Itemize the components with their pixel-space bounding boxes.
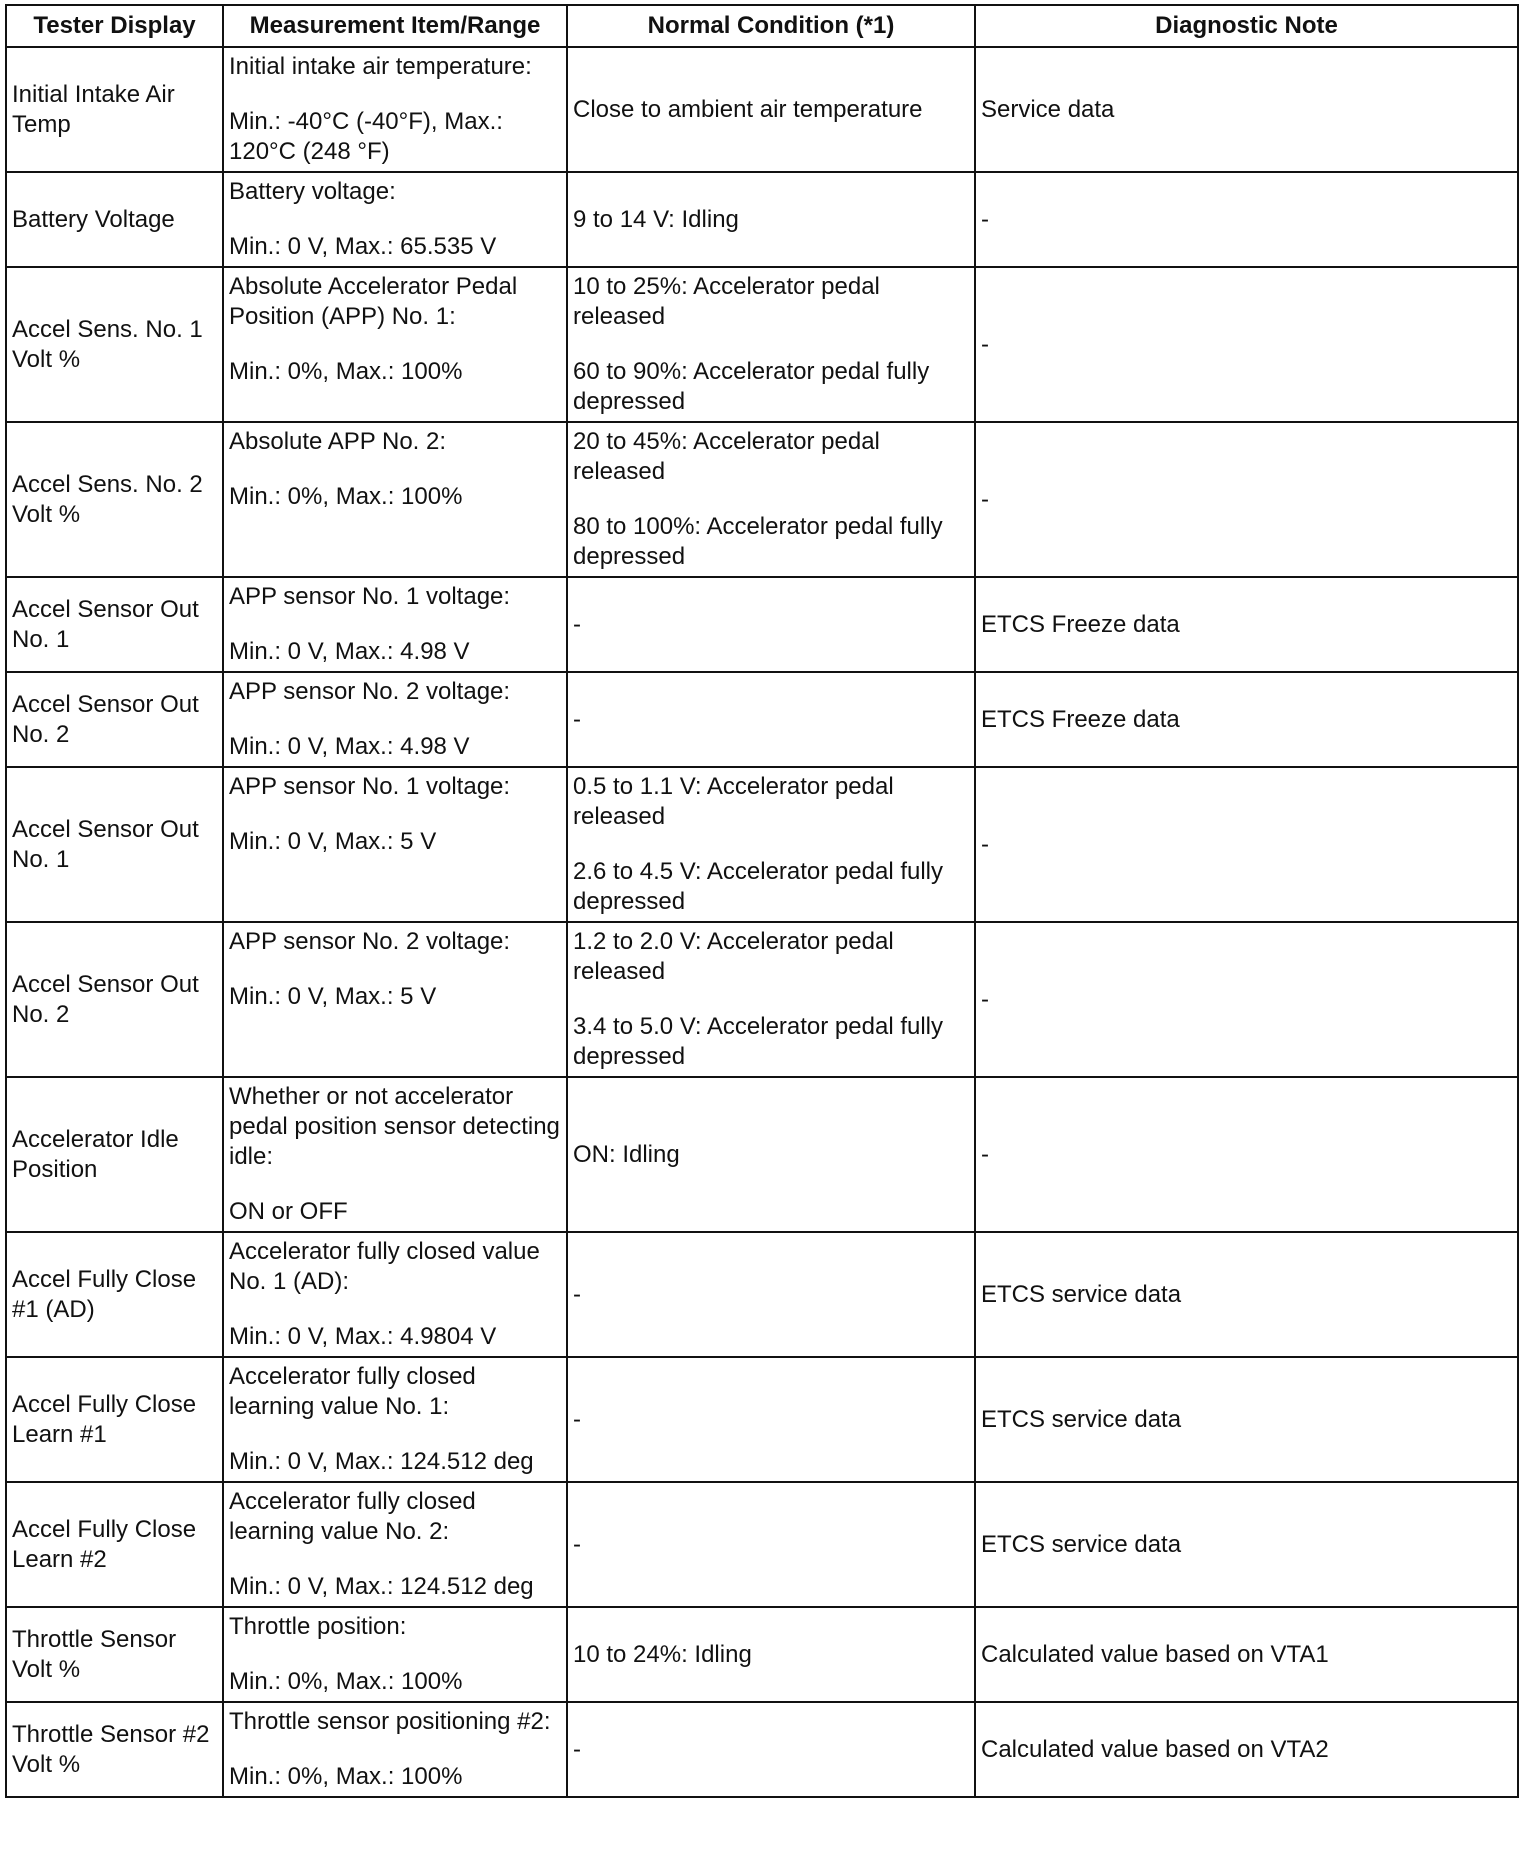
measurement-item: APP sensor No. 2 voltage: bbox=[229, 928, 511, 955]
measurement-item: Absolute Accelerator Pedal Position (APP) No. 1: bbox=[229, 273, 518, 330]
measurement-cell bbox=[223, 922, 567, 1077]
normal-condition-cell bbox=[567, 1702, 975, 1797]
normal-condition-cell bbox=[567, 267, 975, 422]
diagnostic-note-cell: ETCS Freeze data bbox=[975, 672, 1518, 767]
header-diagnostic-note: Diagnostic Note bbox=[975, 5, 1518, 47]
normal-condition-text: 10 to 24%: Idling bbox=[573, 1640, 752, 1668]
tester-display-cell: Accel Sensor Out No. 2 bbox=[6, 672, 223, 767]
normal-condition-cell bbox=[567, 672, 975, 767]
tester-display-cell: Accel Sensor Out No. 1 bbox=[6, 767, 223, 922]
normal-condition-cell bbox=[567, 172, 975, 267]
measurement-cell bbox=[223, 1357, 567, 1482]
measurement-cell bbox=[223, 1607, 567, 1702]
measurement-range: Min.: 0 V, Max.: 5 V bbox=[229, 983, 437, 1010]
tester-display-cell: Accel Sens. No. 2 Volt % bbox=[6, 422, 223, 577]
measurement-range: Min.: 0 V, Max.: 4.98 V bbox=[229, 733, 470, 760]
diagnostic-note-cell: Calculated value based on VTA2 bbox=[975, 1702, 1518, 1797]
measurement-range: Min.: 0%, Max.: 100% bbox=[229, 358, 463, 385]
diagnostic-note-cell: - bbox=[975, 172, 1518, 267]
tester-display-cell: Accel Sensor Out No. 1 bbox=[6, 577, 223, 672]
document-page bbox=[5, 4, 1517, 1798]
measurement-cell bbox=[223, 172, 567, 267]
measurement-item: APP sensor No. 1 voltage: bbox=[229, 773, 511, 800]
diagnostic-note-cell: - bbox=[975, 767, 1518, 922]
normal-condition-cell bbox=[567, 1357, 975, 1482]
diagnostic-note-cell: ETCS Freeze data bbox=[975, 577, 1518, 672]
measurement-item: Absolute APP No. 2: bbox=[229, 428, 447, 455]
measurement-range: Min.: -40°C (-40°F), Max.: 120°C (248 °F) bbox=[229, 108, 503, 165]
normal-condition-text: - bbox=[573, 610, 581, 638]
measurement-item: APP sensor No. 1 voltage: bbox=[229, 583, 511, 610]
table-header-row bbox=[6, 5, 1518, 47]
normal-condition-text: - bbox=[573, 1735, 581, 1763]
normal-condition-text: 10 to 25%: Accelerator pedal released bbox=[573, 273, 880, 330]
tester-display-cell: Accel Fully Close Learn #2 bbox=[6, 1482, 223, 1607]
normal-condition-cell bbox=[567, 47, 975, 172]
measurement-range: Min.: 0 V, Max.: 124.512 deg bbox=[229, 1448, 534, 1475]
tester-display-cell: Accel Sens. No. 1 Volt % bbox=[6, 267, 223, 422]
table-row bbox=[6, 1232, 1518, 1357]
measurement-item: Throttle sensor positioning #2: bbox=[229, 1708, 551, 1735]
measurement-cell bbox=[223, 422, 567, 577]
diagnostic-note-cell: - bbox=[975, 267, 1518, 422]
diagnostic-note-cell: ETCS service data bbox=[975, 1482, 1518, 1607]
normal-condition-text: 2.6 to 4.5 V: Accelerator pedal fully depressed bbox=[573, 858, 943, 915]
measurement-cell bbox=[223, 47, 567, 172]
table-row bbox=[6, 767, 1518, 922]
tester-display-cell: Accel Sensor Out No. 2 bbox=[6, 922, 223, 1077]
normal-condition-cell bbox=[567, 1482, 975, 1607]
measurement-range: ON or OFF bbox=[229, 1198, 348, 1225]
measurement-item: APP sensor No. 2 voltage: bbox=[229, 678, 511, 705]
header-tester-display: Tester Display bbox=[6, 5, 223, 47]
normal-condition-text: 60 to 90%: Accelerator pedal fully depressed bbox=[573, 358, 930, 415]
normal-condition-text: 0.5 to 1.1 V: Accelerator pedal released bbox=[573, 773, 894, 830]
table-row bbox=[6, 422, 1518, 577]
measurement-cell bbox=[223, 1482, 567, 1607]
measurement-range: Min.: 0 V, Max.: 5 V bbox=[229, 828, 437, 855]
normal-condition-text: - bbox=[573, 1405, 581, 1433]
table-row bbox=[6, 1482, 1518, 1607]
diagnostic-note-cell: Service data bbox=[975, 47, 1518, 172]
measurement-cell bbox=[223, 1077, 567, 1232]
measurement-range: Min.: 0%, Max.: 100% bbox=[229, 1668, 463, 1695]
measurement-cell bbox=[223, 577, 567, 672]
normal-condition-text: 20 to 45%: Accelerator pedal released bbox=[573, 428, 880, 485]
tester-display-cell: Accelerator Idle Position bbox=[6, 1077, 223, 1232]
normal-condition-text: - bbox=[573, 1280, 581, 1308]
measurement-item: Initial intake air temperature: bbox=[229, 53, 532, 80]
table-row bbox=[6, 172, 1518, 267]
measurement-item: Accelerator fully closed value No. 1 (AD): bbox=[229, 1238, 540, 1295]
measurement-item: Accelerator fully closed learning value No. 1: bbox=[229, 1363, 476, 1420]
table-row bbox=[6, 1357, 1518, 1482]
measurement-range: Min.: 0 V, Max.: 65.535 V bbox=[229, 233, 497, 260]
normal-condition-text: - bbox=[573, 705, 581, 733]
diagnostic-note-cell: - bbox=[975, 922, 1518, 1077]
normal-condition-cell bbox=[567, 422, 975, 577]
table-row bbox=[6, 577, 1518, 672]
measurement-range: Min.: 0 V, Max.: 4.9804 V bbox=[229, 1323, 497, 1350]
normal-condition-text: 9 to 14 V: Idling bbox=[573, 205, 739, 233]
measurement-range: Min.: 0%, Max.: 100% bbox=[229, 483, 463, 510]
normal-condition-cell bbox=[567, 1077, 975, 1232]
header-measurement-item: Measurement Item/Range bbox=[223, 5, 567, 47]
tester-display-cell: Accel Fully Close #1 (AD) bbox=[6, 1232, 223, 1357]
table-row bbox=[6, 922, 1518, 1077]
measurement-cell bbox=[223, 1702, 567, 1797]
tester-display-cell: Initial Intake Air Temp bbox=[6, 47, 223, 172]
measurement-cell bbox=[223, 767, 567, 922]
diagnostic-note-cell: Calculated value based on VTA1 bbox=[975, 1607, 1518, 1702]
tester-display-cell: Battery Voltage bbox=[6, 172, 223, 267]
normal-condition-cell bbox=[567, 1607, 975, 1702]
measurement-range: Min.: 0%, Max.: 100% bbox=[229, 1763, 463, 1790]
measurement-cell bbox=[223, 672, 567, 767]
diagnostic-note-cell: ETCS service data bbox=[975, 1357, 1518, 1482]
tester-display-cell: Accel Fully Close Learn #1 bbox=[6, 1357, 223, 1482]
normal-condition-cell bbox=[567, 577, 975, 672]
measurement-item: Battery voltage: bbox=[229, 178, 396, 205]
measurement-cell bbox=[223, 267, 567, 422]
measurement-range: Min.: 0 V, Max.: 4.98 V bbox=[229, 638, 470, 665]
normal-condition-cell bbox=[567, 922, 975, 1077]
measurement-range: Min.: 0 V, Max.: 124.512 deg bbox=[229, 1573, 534, 1600]
table-row bbox=[6, 1077, 1518, 1232]
table-row bbox=[6, 47, 1518, 172]
normal-condition-cell bbox=[567, 767, 975, 922]
table-row bbox=[6, 267, 1518, 422]
normal-condition-text: 80 to 100%: Accelerator pedal fully depressed bbox=[573, 513, 943, 570]
diagnostic-note-cell: - bbox=[975, 1077, 1518, 1232]
table-row bbox=[6, 1607, 1518, 1702]
table-row bbox=[6, 1702, 1518, 1797]
table-row bbox=[6, 672, 1518, 767]
normal-condition-text: ON: Idling bbox=[573, 1140, 680, 1168]
diagnostic-note-cell: - bbox=[975, 422, 1518, 577]
header-normal-condition: Normal Condition (*1) bbox=[567, 5, 975, 47]
tester-display-cell: Throttle Sensor #2 Volt % bbox=[6, 1702, 223, 1797]
measurement-cell bbox=[223, 1232, 567, 1357]
normal-condition-text: 1.2 to 2.0 V: Accelerator pedal released bbox=[573, 928, 894, 985]
normal-condition-cell bbox=[567, 1232, 975, 1357]
diagnostic-note-cell: ETCS service data bbox=[975, 1232, 1518, 1357]
tester-display-cell: Throttle Sensor Volt % bbox=[6, 1607, 223, 1702]
measurement-item: Whether or not accelerator pedal position sensor detecting idle: bbox=[229, 1083, 560, 1170]
normal-condition-text: 3.4 to 5.0 V: Accelerator pedal fully depressed bbox=[573, 1013, 943, 1070]
measurement-item: Accelerator fully closed learning value No. 2: bbox=[229, 1488, 476, 1545]
measurement-item: Throttle position: bbox=[229, 1613, 407, 1640]
normal-condition-text: Close to ambient air temperature bbox=[573, 95, 923, 123]
normal-condition-text: - bbox=[573, 1530, 581, 1558]
data-list-table bbox=[5, 4, 1519, 1798]
